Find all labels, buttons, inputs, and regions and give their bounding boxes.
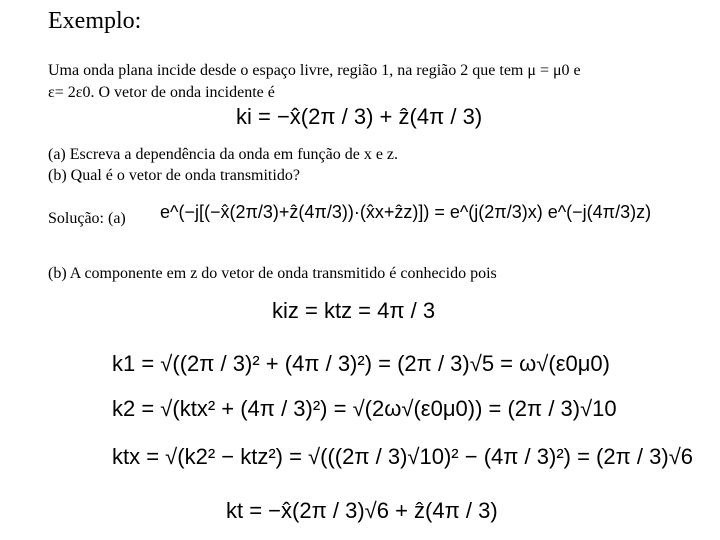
intro-line-2: ε= 2ε0. O vetor de onda incidente é bbox=[48, 84, 275, 101]
equation-k1: k1 = √((2π / 3)² + (4π / 3)²) = (2π / 3)√5 = ω√(ε0μ0) bbox=[112, 351, 610, 376]
equation-ktx: ktx = √(k2² − ktz²) = √(((2π / 3)√10)² − (4π / 3)²) = (2π / 3)√6 bbox=[112, 444, 694, 469]
part-b-text: (b) A componente em z do vetor de onda transmitido é conhecido pois bbox=[48, 265, 497, 282]
solution-label: Solução: (a) bbox=[48, 210, 126, 227]
slide-title: Exemplo: bbox=[48, 8, 142, 34]
intro-line-1: Uma onda plana incide desde o espaço livre, região 1, na região 2 que tem μ = μ0 e bbox=[48, 62, 581, 79]
question-a: (a) Escreva a dependência da onda em função de x e z. bbox=[48, 146, 399, 163]
question-b: (b) Qual é o vetor de onda transmitido? bbox=[48, 167, 300, 184]
equation-ki: ki = −x̂(2π / 3) + ẑ(4π / 3) bbox=[236, 104, 483, 129]
equation-kt: kt = −x̂(2π / 3)√6 + ẑ(4π / 3) bbox=[226, 498, 498, 523]
equation-kiz: kiz = ktz = 4π / 3 bbox=[272, 298, 436, 323]
equation-phase: e^(−j[(−x̂(2π/3)+ẑ(4π/3))·(x̂x+ẑz)]) = e^(j(2π/3)x) e^(−j(4π/3)z) bbox=[160, 202, 652, 222]
equation-k2: k2 = √(ktx² + (4π / 3)²) = √(2ω√(ε0μ0)) = (2π / 3)√10 bbox=[112, 396, 617, 421]
